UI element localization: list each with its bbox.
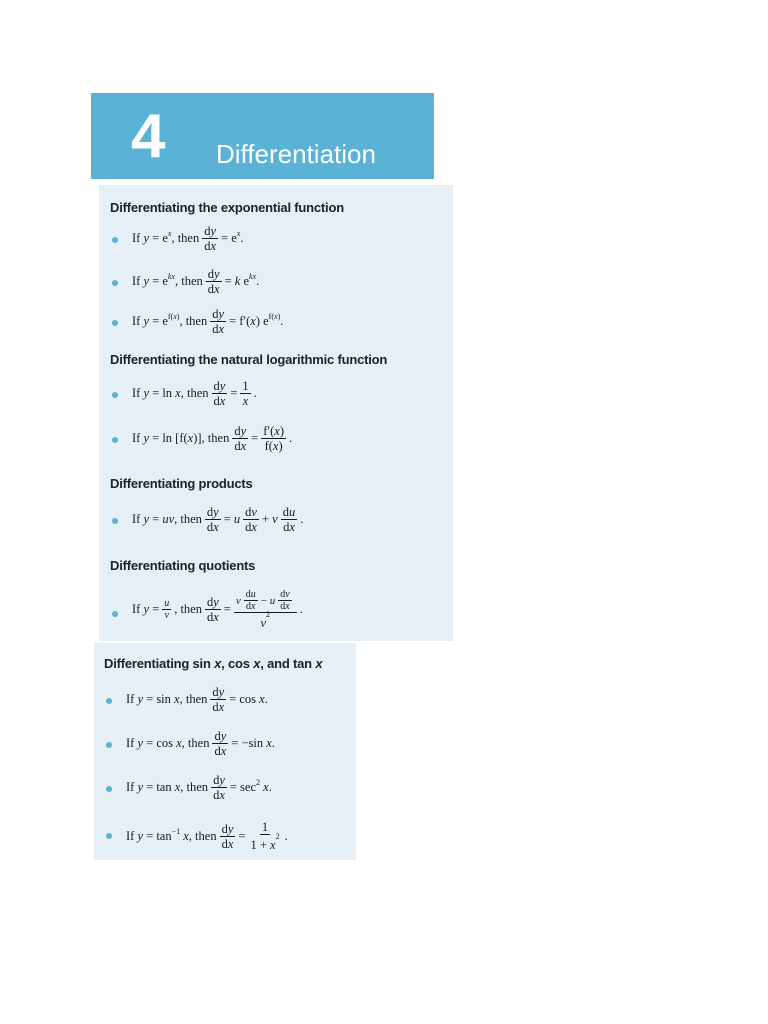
formula-exp-2: If y = e $^{kx}$ , then $\frac{dy}{dx}$ = k e $^{kx}$ . (132, 267, 260, 296)
bullet-icon (112, 437, 118, 443)
heading-products: Differentiating products (110, 476, 253, 491)
formula-sin: If y = sin x , then $\frac{dy}{dx}$ = cos x . (126, 685, 268, 714)
formula-tan: If y = tan x , then $\frac{dy}{dx}$ = sec $^2$ x . (126, 773, 272, 802)
formula-product: If y = uv , then $\frac{dy}{dx}$ = u $\frac{dv}{dx}$ + v $\frac{du}{dx}$ . (132, 505, 304, 534)
chapter-number: 4 (131, 102, 166, 171)
formula-arctan: If y = tan $^{-1}$ x , then $\frac{dy}{dx}$ = $\frac{1}{1 + x^2}$ . (126, 820, 288, 853)
heading-exponential: Differentiating the exponential function (110, 200, 344, 215)
bullet-icon (112, 611, 118, 617)
bullet-icon (106, 742, 112, 748)
formula-log-1: If y = ln x , then $\frac{dy}{dx}$ = $\frac{1}{x}$ . (132, 379, 257, 408)
bullet-icon (112, 237, 118, 243)
formula-quotient: If y = $\frac{u}{v}$ , then $\frac{dy}{dx}$ = v $\frac{du}{dx}$ − u $\frac{dv}{dx}$ $v^2$ . (132, 589, 303, 631)
formula-exp-3: If y = e $^{f(x )}$ , then $\frac{dy}{dx}$ = f′( x ) e $^{f(x )}$ . (132, 307, 284, 336)
chapter-title: Differentiation (216, 139, 376, 169)
bullet-icon (106, 698, 112, 704)
bullet-icon (112, 392, 118, 398)
bullet-icon (106, 833, 112, 839)
formula-cos: If y = cos x , then $\frac{dy}{dx}$ = −sin x . (126, 729, 275, 758)
heading-quotients: Differentiating quotients (110, 558, 256, 573)
heading-trig: Differentiating sin x, cos x, and tan x (104, 656, 323, 671)
formula-exp-1: If y = e $^x$ , then $\frac{dy}{dx}$ = e $^x$ . (132, 224, 244, 253)
bullet-icon (112, 280, 118, 286)
bullet-icon (106, 786, 112, 792)
formula-log-2: If y = ln [f( x )], then $\frac{dy}{dx}$ = $\frac{f'(x)}{f(x)}$ . (132, 424, 293, 453)
heading-logarithmic: Differentiating the natural logarithmic function (110, 352, 388, 367)
bullet-icon (112, 320, 118, 326)
bullet-icon (112, 518, 118, 524)
chapter-banner (91, 93, 434, 179)
